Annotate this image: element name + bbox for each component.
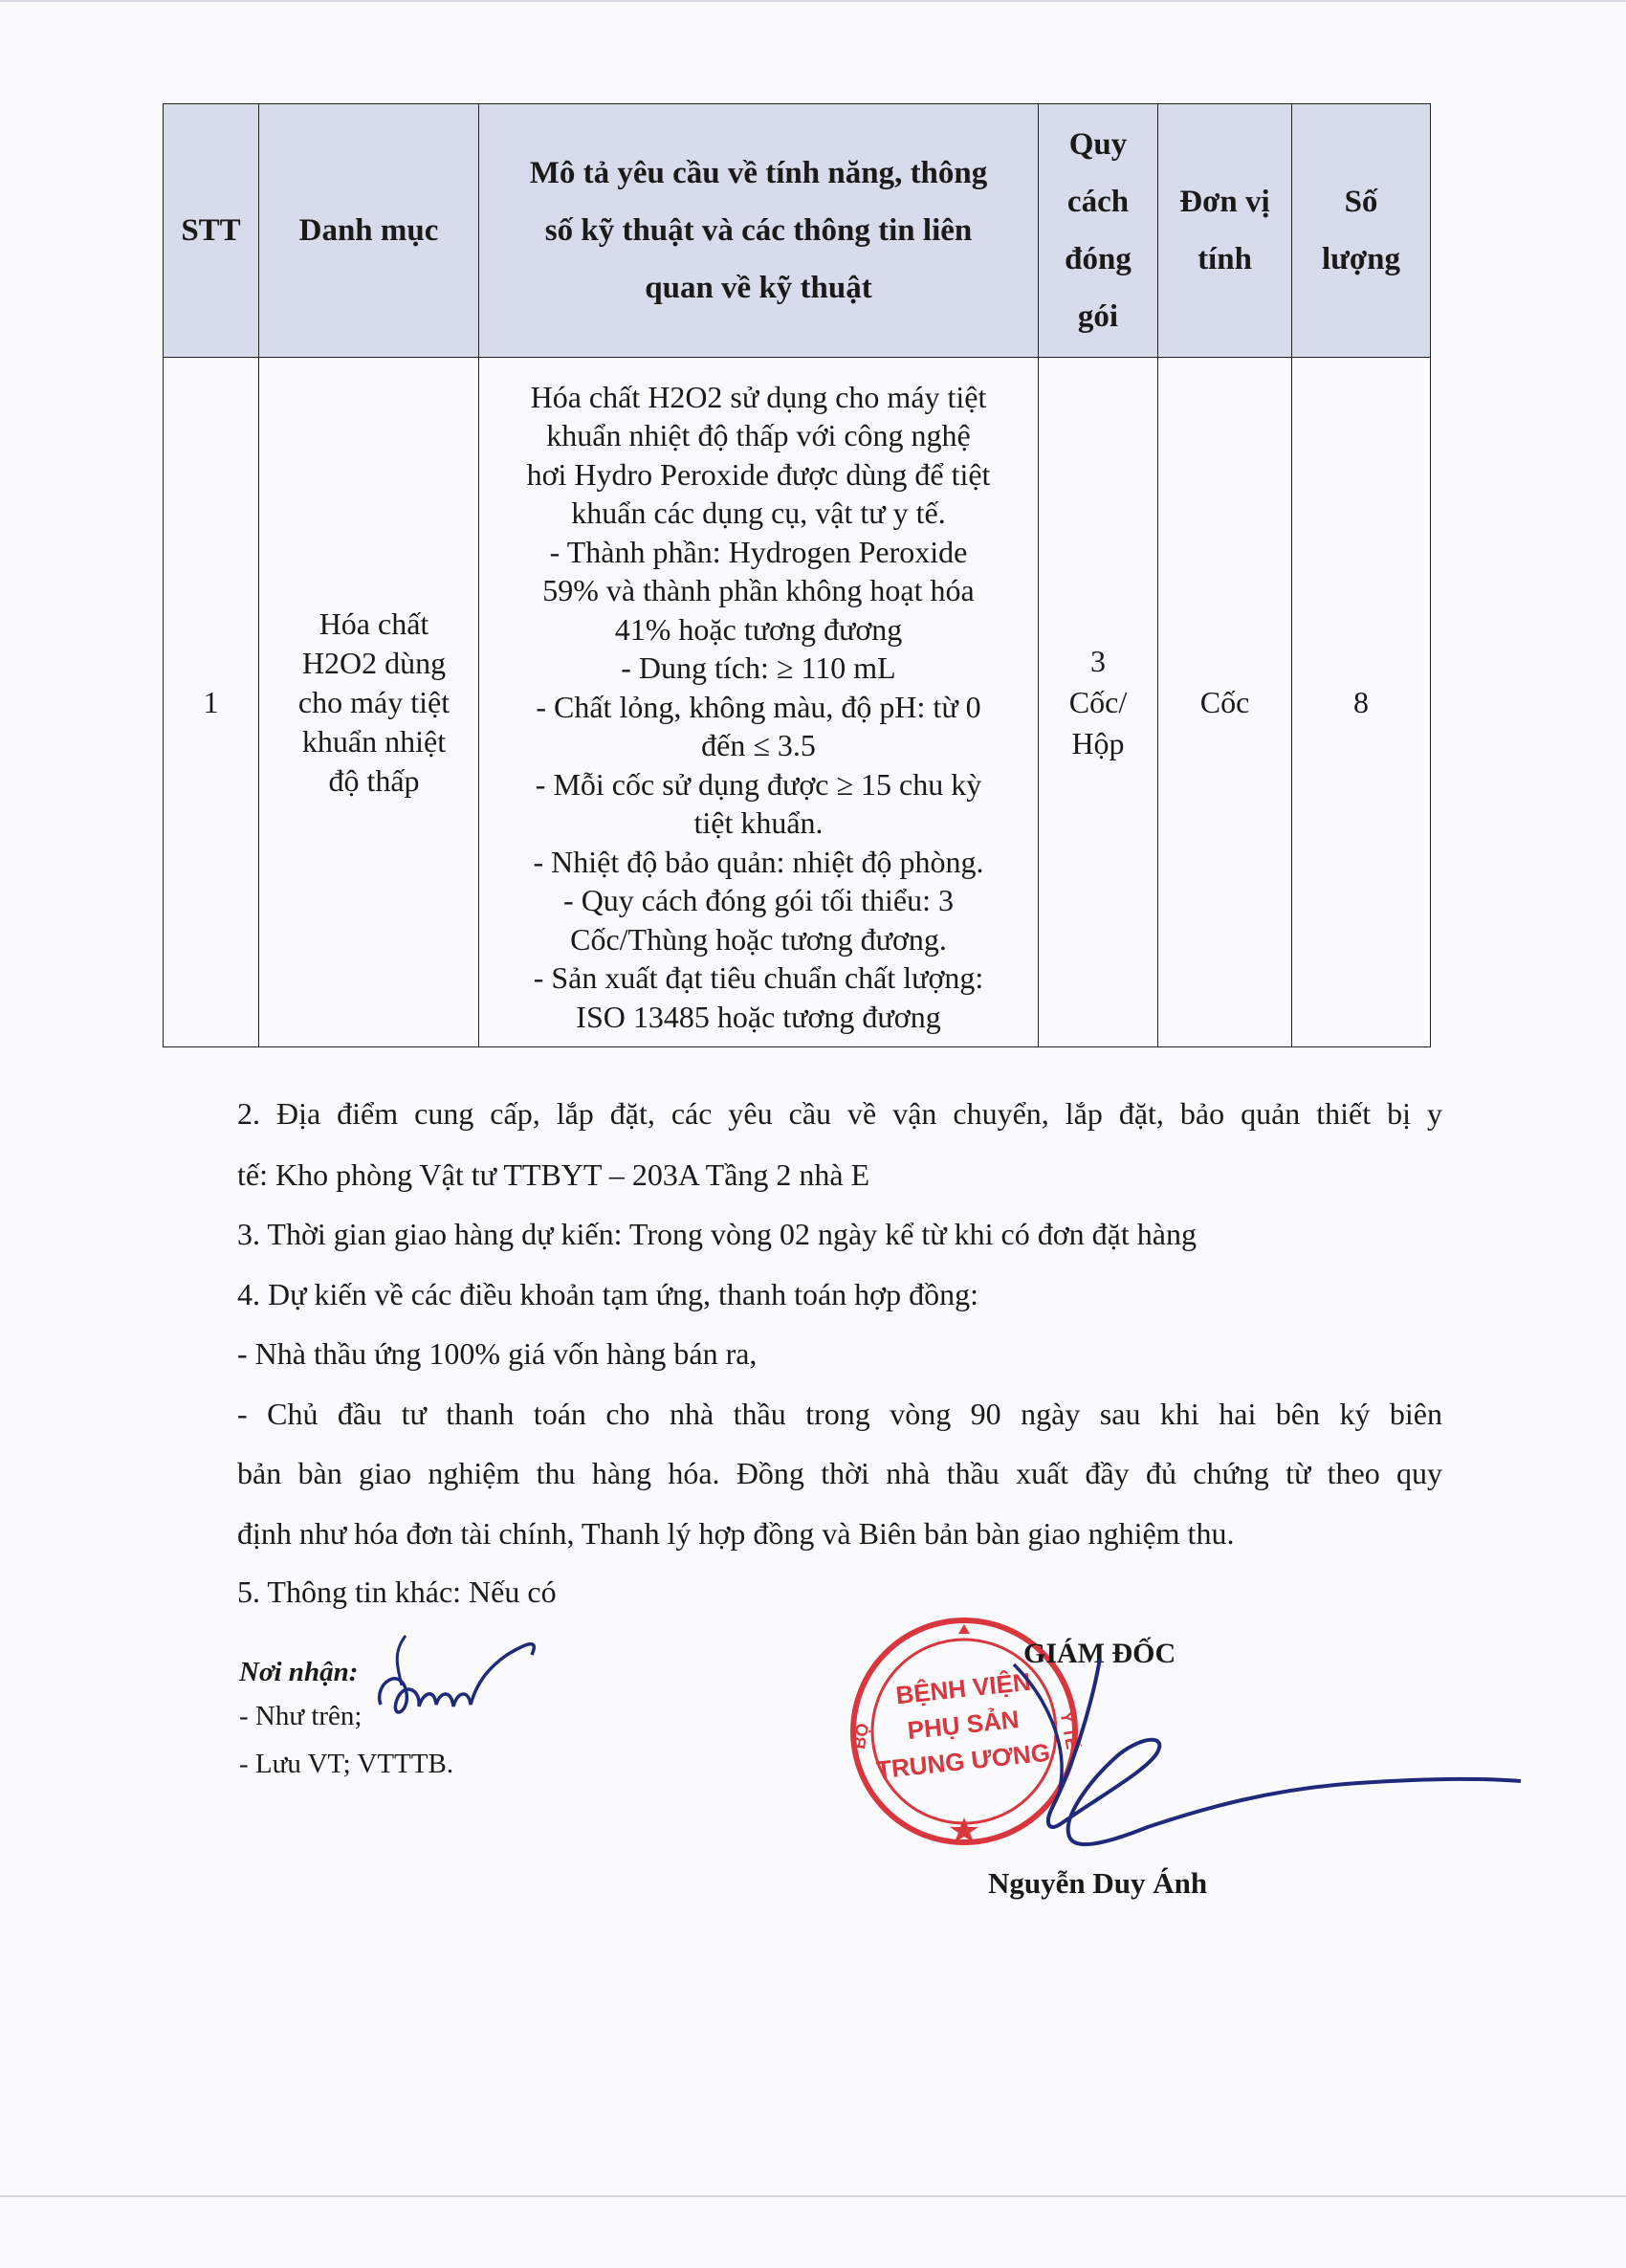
description-line: - Nhiệt độ bảo quản: nhiệt độ phòng. bbox=[533, 844, 984, 879]
description-line: 59% và thành phần không hoạt hóa bbox=[542, 573, 975, 608]
description-line: ISO 13485 hoặc tương đương bbox=[576, 999, 941, 1034]
description-line: hơi Hydro Peroxide được dùng để tiệt bbox=[526, 456, 991, 492]
header-packing-line: Quy bbox=[1068, 127, 1128, 162]
category-line: khuẩn nhiệt bbox=[301, 723, 447, 759]
cell-packing bbox=[1039, 358, 1158, 1047]
packing-line: Hộp bbox=[1071, 725, 1125, 760]
director-signature bbox=[956, 1655, 1530, 1875]
cell-stt: 1 bbox=[164, 358, 259, 1047]
cell-description bbox=[479, 358, 1039, 1047]
cell-category bbox=[259, 358, 479, 1047]
header-stt: STT bbox=[164, 104, 259, 358]
recipients-line: - Như trên; bbox=[239, 1701, 363, 1731]
header-quantity-line: Số bbox=[1344, 185, 1378, 219]
signer-name: Nguyễn Duy Ánh bbox=[988, 1866, 1208, 1900]
header-packing-line: đóng bbox=[1065, 242, 1132, 276]
cell-quantity: 8 bbox=[1292, 358, 1431, 1047]
header-category: Danh mục bbox=[259, 104, 479, 358]
specification-table bbox=[163, 103, 1431, 1047]
signer-position: GIÁM ĐỐC bbox=[1023, 1638, 1176, 1669]
seal-triangle-icon bbox=[958, 1624, 970, 1634]
payment-bullet-2-line-1: - Chủ đầu tư thanh toán cho nhà thầu trong vòng 90 ngày sau khi hai bên ký biên bbox=[237, 1397, 1442, 1431]
description-line: - Sản xuất đạt tiêu chuẩn chất lượng: bbox=[533, 960, 984, 996]
packing-line: 3 bbox=[1090, 643, 1106, 678]
payment-bullet-1: - Nhà thầu ứng 100% giá vốn hàng bán ra, bbox=[237, 1336, 758, 1371]
item-3: 3. Thời gian giao hàng dự kiến: Trong vòng 02 ngày kể từ khi có đơn đặt hàng bbox=[237, 1217, 1197, 1251]
table-row bbox=[164, 358, 1431, 1047]
header-description-line: số kỹ thuật và các thông tin liên bbox=[544, 213, 973, 248]
description-line: - Quy cách đóng gói tối thiểu: 3 bbox=[563, 883, 954, 918]
seal-text-left: BỘ bbox=[848, 1721, 873, 1751]
header-unit-line: tính bbox=[1198, 242, 1252, 276]
header-quantity bbox=[1292, 104, 1431, 358]
description-line: 41% hoặc tương đương bbox=[614, 611, 903, 647]
description-line: - Mỗi cốc sử dụng được ≥ 15 chu kỳ bbox=[535, 766, 982, 802]
recipients-line: - Lưu VT; VTTTB. bbox=[239, 1749, 454, 1779]
description-line: - Dung tích: ≥ 110 mL bbox=[621, 650, 896, 686]
description-line: - Chất lỏng, không màu, độ pH: từ 0 bbox=[536, 689, 981, 724]
payment-bullet-2-line-2: bản bàn giao nghiệm thu hàng hóa. Đồng thời nhà thầu xuất đầy đủ chứng từ theo quy bbox=[237, 1456, 1442, 1490]
header-quantity-line: lượng bbox=[1321, 242, 1401, 276]
category-line: Hóa chất bbox=[319, 606, 429, 641]
table-header-row bbox=[164, 104, 1431, 358]
item-2-line-2: tế: Kho phòng Vật tư TTBYT – 203A Tầng 2 nhà E bbox=[237, 1157, 870, 1192]
header-description bbox=[479, 104, 1039, 358]
category-line: H2O2 dùng bbox=[301, 645, 447, 680]
header-unit-line: Đơn vị bbox=[1179, 185, 1270, 219]
description-line: - Thành phần: Hydrogen Peroxide bbox=[549, 534, 968, 569]
description-line: đến ≤ 3.5 bbox=[701, 728, 816, 763]
description-line: Hóa chất H2O2 sử dụng cho máy tiệt bbox=[530, 379, 987, 414]
item-2-line-1: 2. Địa điểm cung cấp, lắp đặt, các yêu cầu về vận chuyển, lắp đặt, bảo quản thiết bị y bbox=[237, 1096, 1442, 1131]
payment-bullet-2-line-3: định như hóa đơn tài chính, Thanh lý hợp đồng và Biên bản bàn giao nghiệm thu. bbox=[237, 1516, 1235, 1551]
description-line: khuẩn các dụng cụ, vật tư y tế. bbox=[571, 495, 946, 531]
recipients-title: Nơi nhận: bbox=[239, 1657, 359, 1687]
description-line: tiệt khuẩn. bbox=[693, 805, 824, 841]
header-packing-line: cách bbox=[1066, 185, 1130, 219]
description-line: Cốc/Thùng hoặc tương đương. bbox=[570, 921, 947, 957]
header-packing bbox=[1039, 104, 1158, 358]
header-unit bbox=[1158, 104, 1292, 358]
item-4: 4. Dự kiến về các điều khoản tạm ứng, thanh toán hợp đồng: bbox=[237, 1277, 978, 1311]
initial-signature bbox=[363, 1626, 555, 1760]
seal-text-bottom: TRUNG ƯƠNG bbox=[874, 1737, 1052, 1785]
description-line: khuẩn nhiệt độ thấp với công nghệ bbox=[546, 418, 971, 453]
category-line: cho máy tiệt bbox=[297, 684, 450, 719]
scan-edge-bottom bbox=[0, 2195, 1626, 2197]
seal-text-top: BỆNH VIỆN bbox=[894, 1666, 1033, 1710]
scan-edge-top bbox=[0, 0, 1626, 2]
category-line: độ thấp bbox=[328, 762, 420, 798]
seal-text-right: Y TẾ bbox=[1056, 1709, 1082, 1751]
packing-line: Cốc/ bbox=[1068, 684, 1128, 719]
header-description-line: quan về kỹ thuật bbox=[645, 271, 872, 305]
header-packing-line: gói bbox=[1077, 299, 1119, 334]
seal-text-middle: PHỤ SẢN bbox=[906, 1705, 1021, 1746]
item-5: 5. Thông tin khác: Nếu có bbox=[237, 1574, 557, 1609]
header-description-line: Mô tả yêu cầu về tính năng, thông bbox=[529, 156, 988, 190]
cell-unit: Cốc bbox=[1158, 358, 1292, 1047]
